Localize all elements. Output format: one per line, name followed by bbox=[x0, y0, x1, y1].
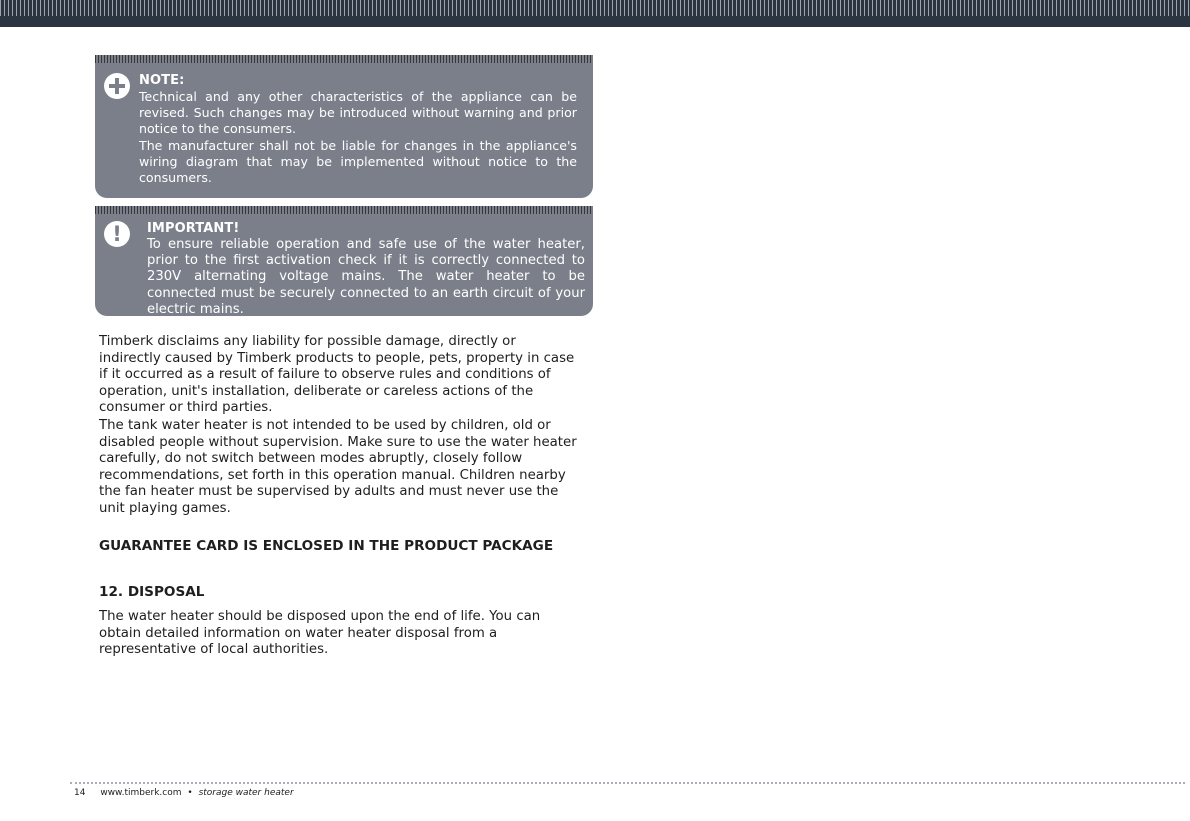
supervision-paragraph: The tank water heater is not intended to be used by children, old or disabled people without supervision. Make sure to use the water heater carefully, do not switch between modes abruptly, closely follow recommendations, set forth in this operation manual. Children nearby the fan heater must be supervised by adults and must never use the unit playing games. bbox=[99, 418, 577, 516]
header-stripe-band bbox=[0, 0, 1190, 27]
important-box bbox=[95, 206, 593, 316]
page-footer bbox=[74, 788, 294, 798]
guarantee-heading: GUARANTEE CARD IS ENCLOSED IN THE PRODUCT PACKAGE bbox=[99, 538, 554, 554]
liability-paragraph: Timberk disclaims any liability for possible damage, directly or indirectly caused by Timberk products to people, pets, property in case if it occurred as a result of failure to observe rules and conditions of operation, unit's installation, deliberate or careless actions of the consumer or third parties. bbox=[99, 334, 575, 416]
footer-website-link[interactable]: www.timberk.com bbox=[100, 788, 182, 798]
note-title: NOTE: bbox=[139, 73, 185, 88]
footer-product-name: storage water heater bbox=[198, 788, 294, 798]
important-text: To ensure reliable operation and safe use of the water heater, prior to the first activation check if it is correctly connected to 230V alternating voltage mains. The water heater to be connected must be securely connected to an earth circuit of your electric mains. bbox=[147, 237, 585, 317]
note-paragraph-1: Technical and any other characteristics of the appliance can be revised. Such changes may be introduced without warning and prior notice to the consumers. bbox=[139, 89, 577, 137]
exclamation-circle-icon: ! bbox=[104, 221, 130, 247]
disposal-paragraph: The water heater should be disposed upon the end of life. You can obtain detailed information on water heater disposal from a representative of local authorities. bbox=[99, 609, 541, 658]
page-number: 14 bbox=[74, 788, 86, 798]
plus-circle-icon bbox=[104, 73, 130, 99]
disposal-heading: 12. DISPOSAL bbox=[99, 584, 205, 600]
note-box bbox=[95, 55, 593, 198]
footer-separator: • bbox=[187, 788, 193, 798]
important-title: IMPORTANT! bbox=[147, 221, 240, 236]
note-paragraph-2: The manufacturer shall not be liable for changes in the appliance's wiring diagram that may be implemented without notice to the consumers. bbox=[139, 137, 577, 186]
footer-dotted-divider bbox=[70, 782, 1185, 784]
